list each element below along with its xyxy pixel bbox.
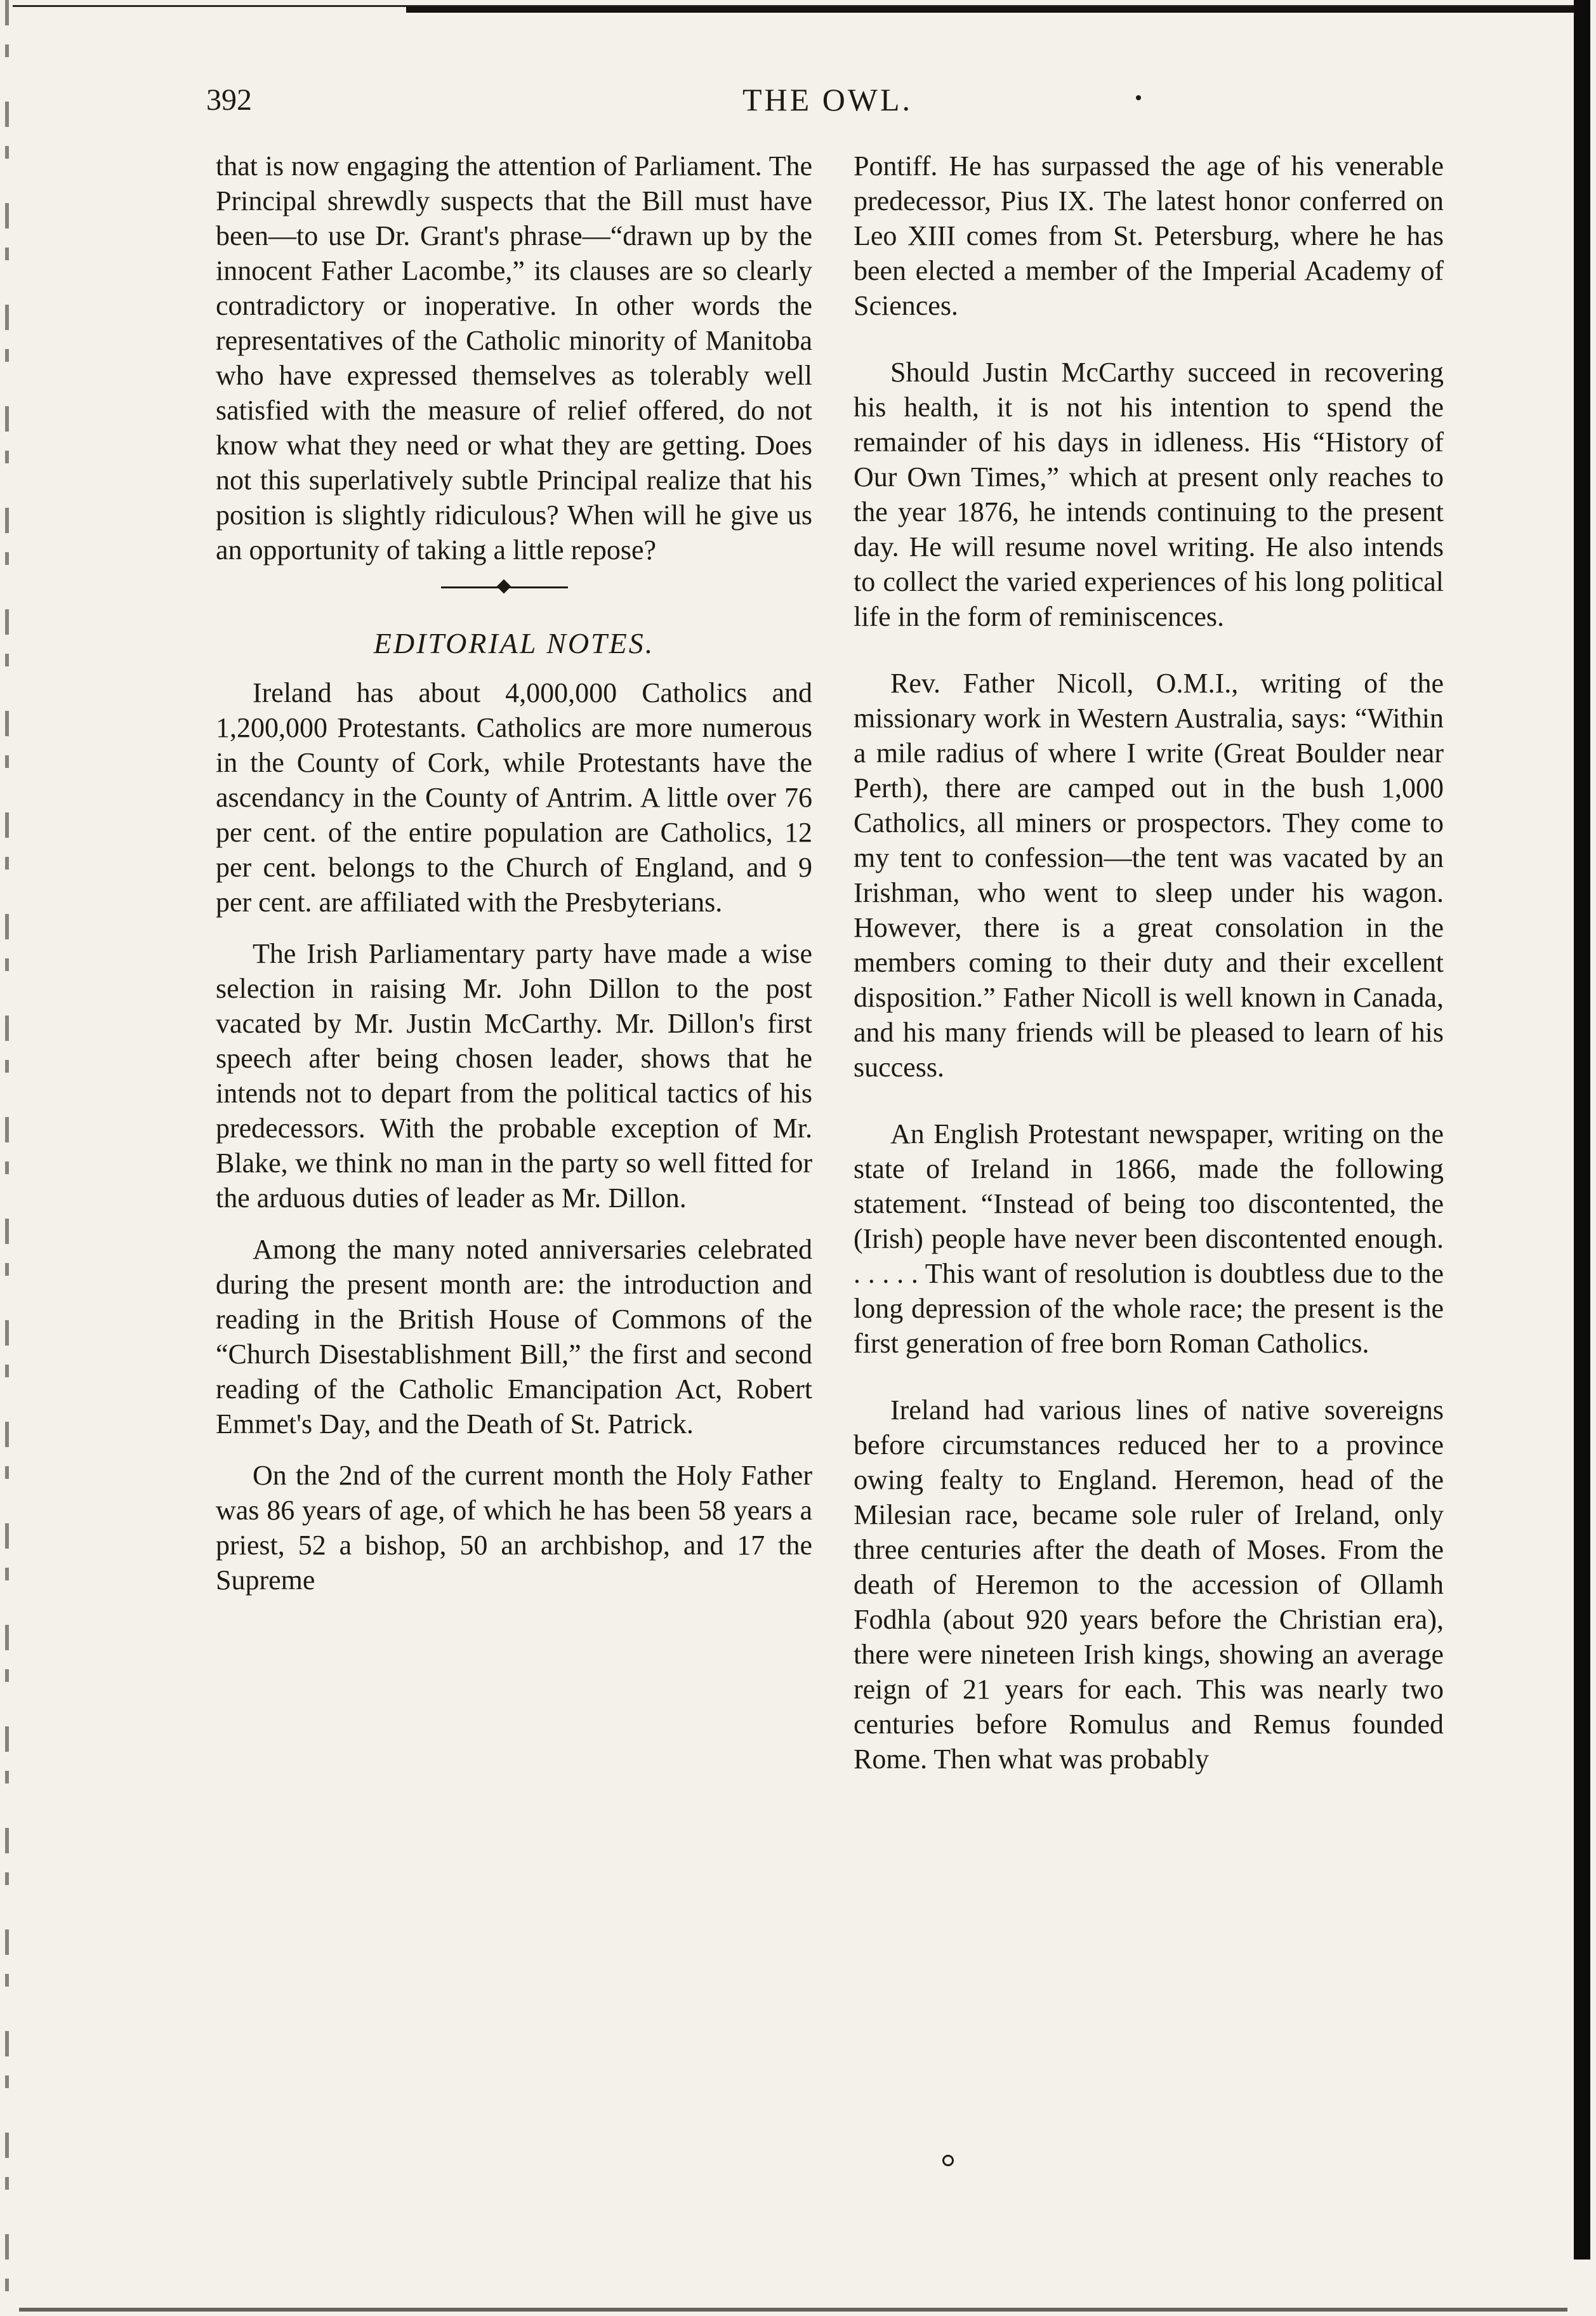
- page-number: 392: [206, 83, 252, 117]
- paragraph-irish-kings: Ireland had various lines of native sovereigns before circumstances reduced her to a province owing fealty to England. Heremon, head of the Milesian race, became sole ruler of Ireland, only three centuries after the death of Moses. From the death of Heremon to the accession of Ollamh Fodhla (about 920 years before the Christian era), there were nineteen Irish kings, showing an average reign of 21 years for each. This was nearly two centuries before Romulus and Remus founded Rome. Then what was probably: [854, 1394, 1444, 1775]
- paragraph-pontiff: Pontiff. He has surpassed the age of his venerable predecessor, Pius IX. The latest honor conferred on Leo XIII comes from St. Petersburg, where he has been elected a member of the Imperial Academy of Sciences.: [854, 150, 1444, 321]
- header-dot-mark: [1136, 95, 1141, 100]
- right-scan-edge: [1574, 0, 1590, 2260]
- paragraph-anniversaries: Among the many noted anniversaries celebrated during the present month are: the introduction and reading in the British House of Commons of the “Church Disestablishment Bill,” the first and second reading of the Catholic Emancipation Act, Robert Emmet's Day, and the Death of St. Patrick.: [216, 1234, 812, 1439]
- stray-ink-mark: [942, 2155, 954, 2166]
- section-divider: [216, 567, 812, 612]
- divider-diamond-icon: [497, 579, 511, 594]
- left-scan-edge: [5, 0, 9, 2316]
- top-heavy-rule: [406, 6, 1586, 13]
- paragraph-mccarthy: Should Justin McCarthy succeed in recovering his health, it is not his intention to spend the remainder of his days in idleness. His “History of Our Own Times,” which at present only reaches to the year 1876, he intends continuing to the present day. He will resume novel writing. He also intends to collect the varied experiences of his long political life in the form of reminiscences.: [854, 357, 1444, 632]
- paragraph-dillon: The Irish Parliamentary party have made a wise selection in raising Mr. John Dillon to the post vacated by Mr. Justin McCarthy. Mr. Dillon's first speech after being chosen leader, shows that he intends not to depart from the political tactics of his predecessors. With the probable exception of Mr. Blake, we think no man in the party so well fitted for the arduous duties of leader as Mr. Dillon.: [216, 938, 812, 1214]
- left-column: [216, 149, 812, 1598]
- continued-paragraph: that is now engaging the attention of Parliament. The Principal shrewdly suspects that the Bill must have been—to use Dr. Grant's phrase—“drawn up by the innocent Father Lacombe,” its clauses are so clearly contradictory or inoperative. In other words the representatives of the Catholic minority of Manitoba who have expressed themselves as tolerably well satisfied with the measure of relief offered, do not know what they need or what they are getting. Does not this superlatively subtle Principal realize that his position is slightly ridiculous? When will he give us an opportunity of taking a little repose?: [216, 150, 812, 566]
- paragraph-protestant-newspaper: An English Protestant newspaper, writing on the state of Ireland in 1866, made the following statement. “Instead of being too discontented, the (Irish) people have never been discontented enough. . . . . . This want of resolution is doubtless due to the long depression of the whole race; the present is the first generation of free born Roman Catholics.: [854, 1118, 1444, 1359]
- paragraph-ireland-population: Ireland has about 4,000,000 Catholics and 1,200,000 Protestants. Catholics are more numerous in the County of Cork, while Protestants have the ascendancy in the County of Antrim. A little over 76 per cent. of the entire population are Catholics, 12 per cent. belongs to the Church of England, and 9 per cent. are affiliated with the Presbyterians.: [216, 677, 812, 918]
- running-title: THE OWL.: [742, 82, 913, 117]
- paragraph-holy-father: On the 2nd of the current month the Holy Father was 86 years of age, of which he has been 58 years a priest, 52 a bishop, 50 an archbishop, and 17 the Supreme: [216, 1460, 812, 1596]
- editorial-notes-heading: EDITORIAL NOTES.: [373, 627, 655, 659]
- right-column: [854, 149, 1444, 1777]
- bottom-border-rule: [19, 2308, 1567, 2312]
- paragraph-nicoll: Rev. Father Nicoll, O.M.I., writing of the missionary work in Western Australia, says: “Within a mile radius of where I write (Great Boulder near Perth), there are camped out in the bush 1,000 Catholics, all miners or prospectors. They come to my tent to confession—the tent was vacated by an Irishman, who went to sleep under his wagon. However, there is a great consolation in the members coming to their duty and their excellent disposition.” Father Nicoll is well known in Canada, and his many friends will be pleased to learn of his success.: [854, 668, 1444, 1083]
